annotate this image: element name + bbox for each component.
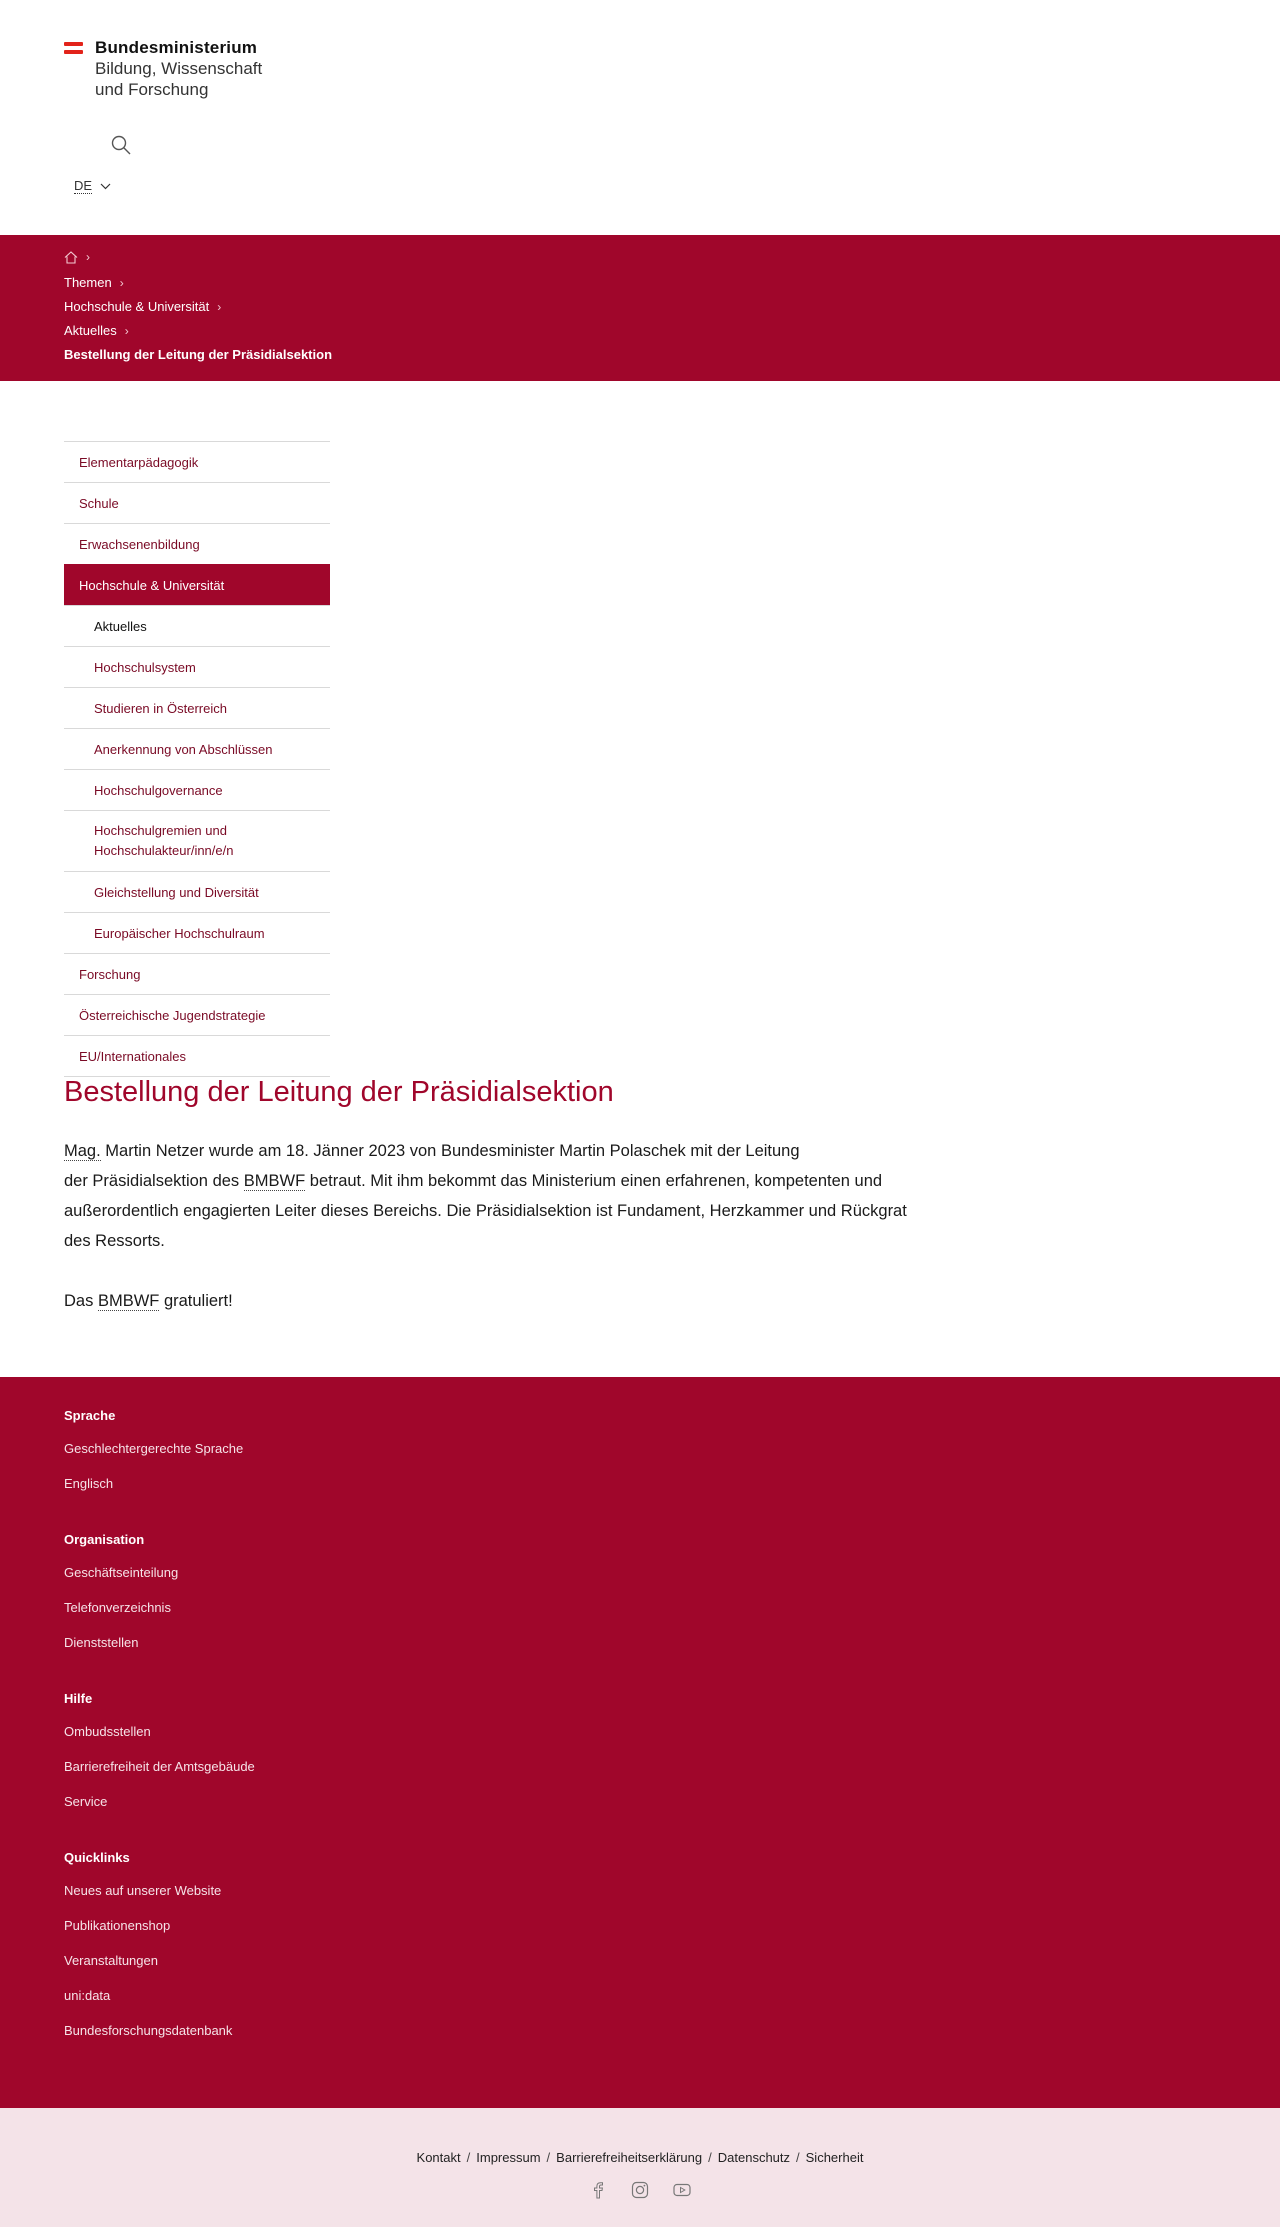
footer-link[interactable]: Englisch bbox=[64, 1476, 114, 1491]
text-span: Das bbox=[64, 1292, 98, 1310]
text-span: außerordentlich engagierten Leiter dieses Bereichs. Die Präsidialsektion ist Fundament, Herzkammer und Rückgrat bbox=[64, 1202, 907, 1220]
footer-heading-sprache: Sprache bbox=[64, 1408, 116, 1423]
nav-item-jugendstrategie[interactable]: Österreichische Jugendstrategie bbox=[64, 994, 330, 1035]
nav-subitem-aktuelles[interactable]: Aktuelles bbox=[64, 605, 330, 646]
youtube-icon[interactable] bbox=[672, 2180, 692, 2200]
nav-item-elementarpaedagogik[interactable]: Elementarpädagogik bbox=[64, 441, 330, 482]
social-links bbox=[0, 2180, 1280, 2200]
article-paragraph bbox=[64, 1286, 914, 1316]
footer-link[interactable]: Telefonverzeichnis bbox=[64, 1600, 171, 1615]
nav-item-hochschule-universitaet[interactable]: Hochschule & Universität bbox=[64, 564, 330, 605]
nav-subitem-hochschulraum[interactable]: Europäischer Hochschulraum bbox=[64, 912, 330, 953]
language-code: DE bbox=[74, 178, 93, 193]
sub-footer bbox=[0, 2108, 1280, 2227]
breadcrumb bbox=[0, 235, 1280, 381]
footer-link[interactable]: Dienststellen bbox=[64, 1635, 139, 1650]
footer-heading-hilfe: Hilfe bbox=[64, 1691, 93, 1706]
footer-link[interactable]: Barrierefreiheit der Amtsgebäude bbox=[64, 1759, 255, 1774]
meta-link-kontakt[interactable]: Kontakt bbox=[416, 2150, 461, 2165]
chevron-right-icon: › bbox=[86, 250, 90, 264]
separator: / bbox=[796, 2150, 800, 2165]
meta-link-barrierefreiheit[interactable]: Barrierefreiheitserklärung bbox=[556, 2150, 703, 2165]
nav-item-erwachsenenbildung[interactable]: Erwachsenenbildung bbox=[64, 523, 330, 564]
article-paragraph bbox=[64, 1136, 914, 1256]
instagram-icon[interactable] bbox=[630, 2180, 650, 2200]
search-icon bbox=[110, 134, 132, 156]
text-span: Martin Netzer wurde am 18. Jänner 2023 von Bundesminister Martin Polaschek mit der Leitung bbox=[100, 1142, 800, 1160]
abbreviation-mag[interactable]: Mag. bbox=[64, 1142, 101, 1160]
logo-text-line2: Bildung, Wissenschaft bbox=[95, 59, 263, 78]
separator: / bbox=[466, 2150, 471, 2165]
footer-link[interactable]: Veranstaltungen bbox=[64, 1953, 158, 1968]
breadcrumb-current-label: Bestellung der Leitung der Präsidialsektion bbox=[64, 347, 333, 362]
abbreviation-bmbwf[interactable]: BMBWF bbox=[243, 1172, 306, 1190]
abbreviation-bmbwf[interactable]: BMBWF bbox=[97, 1292, 160, 1310]
footer-heading-organisation: Organisation bbox=[64, 1532, 145, 1547]
text-span: gratuliert! bbox=[159, 1292, 233, 1310]
nav-subitem-hochschulsystem[interactable]: Hochschulsystem bbox=[64, 646, 330, 687]
separator: / bbox=[708, 2150, 712, 2165]
footer-link[interactable]: Neues auf unserer Website bbox=[64, 1883, 222, 1898]
breadcrumb-label: Aktuelles bbox=[64, 323, 117, 338]
nav-subitem-hochschulgremien[interactable] bbox=[64, 810, 330, 871]
nav-subitem-gleichstellung[interactable]: Gleichstellung und Diversität bbox=[64, 871, 330, 912]
chevron-right-icon: › bbox=[119, 275, 124, 290]
site-header bbox=[0, 0, 1280, 235]
breadcrumb-item[interactable] bbox=[64, 275, 124, 290]
footer-link[interactable]: Publikationenshop bbox=[64, 1918, 171, 1933]
breadcrumb-label: Hochschule & Universität bbox=[64, 299, 210, 314]
meta-links bbox=[0, 2150, 1280, 2165]
text-span: betraut. Mit ihm bekommt das Ministerium einen erfahrenen, kompetenten und bbox=[305, 1172, 883, 1190]
meta-link-sicherheit[interactable]: Sicherheit bbox=[805, 2150, 864, 2165]
nav-subitem-anerkennung[interactable]: Anerkennung von Abschlüssen bbox=[64, 728, 330, 769]
logo-text-line3: und Forschung bbox=[95, 80, 209, 99]
nav-label-line2: Hochschulakteur/inn/e/n bbox=[94, 843, 234, 858]
chevron-down-icon bbox=[100, 183, 111, 190]
meta-link-datenschutz[interactable]: Datenschutz bbox=[717, 2150, 791, 2165]
nav-subitem-hochschulgremien-label bbox=[94, 821, 233, 861]
search-button[interactable] bbox=[110, 134, 136, 160]
breadcrumb-current bbox=[64, 347, 332, 362]
nav-item-eu-internationales[interactable]: EU/Internationales bbox=[64, 1035, 330, 1076]
footer-link[interactable]: Geschlechtergerechte Sprache bbox=[64, 1441, 244, 1456]
nav-subitem-hochschulgovernance[interactable]: Hochschulgovernance bbox=[64, 769, 330, 810]
text-span: der Präsidialsektion des bbox=[64, 1172, 244, 1190]
chevron-right-icon: › bbox=[217, 299, 222, 314]
home-icon bbox=[64, 251, 78, 264]
footer-link[interactable]: Ombudsstellen bbox=[64, 1724, 151, 1739]
page-title: Bestellung der Leitung der Präsidialsektion bbox=[64, 1076, 614, 1108]
footer-link[interactable]: Bundesforschungsdatenbank bbox=[64, 2023, 233, 2038]
breadcrumb-label: Themen bbox=[64, 275, 112, 290]
section-navigation bbox=[64, 441, 330, 1077]
text-span: des Ressorts. bbox=[64, 1232, 165, 1250]
footer-link[interactable]: Geschäftseinteilung bbox=[64, 1565, 179, 1580]
separator: / bbox=[546, 2150, 551, 2165]
logo-text-line1: Bundesministerium bbox=[95, 38, 258, 57]
meta-link-impressum[interactable]: Impressum bbox=[476, 2150, 541, 2165]
facebook-icon[interactable] bbox=[588, 2180, 608, 2200]
footer-link[interactable]: Service bbox=[64, 1794, 108, 1809]
austria-flag-icon bbox=[64, 42, 83, 54]
footer-heading-quicklinks: Quicklinks bbox=[64, 1850, 130, 1865]
breadcrumb-home[interactable] bbox=[64, 250, 90, 264]
footer-link[interactable]: uni:data bbox=[64, 1988, 111, 2003]
breadcrumb-item[interactable] bbox=[64, 299, 221, 314]
language-selector[interactable] bbox=[74, 178, 111, 194]
nav-subitem-studieren-in-oesterreich[interactable]: Studieren in Österreich bbox=[64, 687, 330, 728]
nav-item-forschung[interactable]: Forschung bbox=[64, 953, 330, 994]
nav-item-schule[interactable]: Schule bbox=[64, 482, 330, 523]
breadcrumb-item[interactable] bbox=[64, 323, 129, 338]
nav-label-line1: Hochschulgremien und bbox=[94, 823, 227, 838]
site-footer bbox=[0, 1377, 1280, 2108]
chevron-right-icon: › bbox=[124, 323, 129, 338]
